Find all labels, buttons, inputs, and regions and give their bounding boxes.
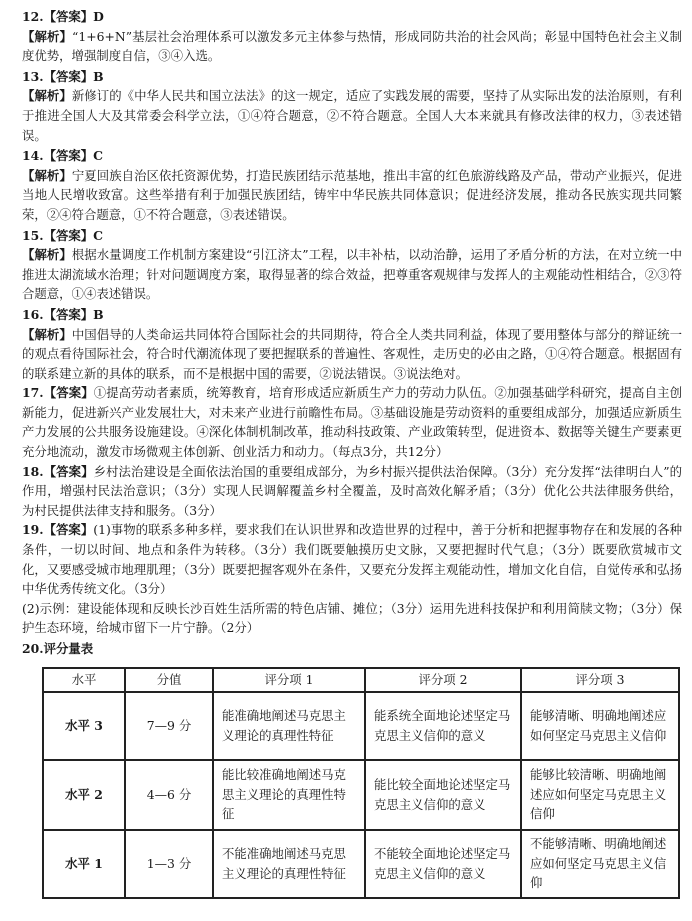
- scoring-rubric-table: [42, 667, 680, 899]
- table-cell-level: 水平 2: [43, 760, 125, 830]
- answer-value: C: [93, 148, 103, 164]
- question-number: 20.: [22, 641, 44, 656]
- analysis-tag: 【解析】: [22, 88, 72, 104]
- answer-text: 乡村法治建设是全面依法治国的重要组成部分，为乡村振兴提供法治保障。（3分）充分发挥“法律明白人”的作用，增强村民法治意识；（3分）实现人民调解覆盖乡村全覆盖，及时高效化解矛盾；（3分）优化公共法律服务供给，为村民提供法律支持和服务。（3分）: [22, 463, 683, 518]
- analysis-text: 中国倡导的人类命运共同体符合国际社会的共同期待，符合全人类共同利益，体现了要用整体与部分的辩证统一的观点看待国际社会，符合时代潮流体现了要把握联系的普遍性、客观性，走历史的必由之路，①④符合题意。根据固有的联系建立新的具体的联系，而不是根据中国的需要，②说法错误。③说法绝对。: [22, 326, 683, 381]
- question-number: 17.: [22, 385, 44, 401]
- question-16: [22, 305, 682, 383]
- analysis-text: 宁夏回族自治区依托资源优势，打造民族团结示范基地，推出丰富的红色旅游线路及产品，带动产业振兴，促进当地人民增收致富。这些举措有利于加强民族团结，铸牢中华民族共同体意识；促进经济发展，推动各民族实现共同繁荣，②④符合题意，①不符合题意，③表述错误。: [22, 167, 683, 222]
- question-15: [22, 226, 682, 304]
- table-cell: 能系统全面地论述坚定马克思主义信仰的意义: [365, 692, 521, 760]
- question-number: 14.: [22, 148, 44, 164]
- answer-tag: 【答案】: [43, 522, 94, 538]
- analysis-tag: 【解析】: [22, 247, 72, 263]
- analysis-tag: 【解析】: [22, 167, 72, 183]
- table-cell-score: 4—6 分: [125, 760, 213, 830]
- table-cell: 能准确地阐述马克思主义理论的真理性特征: [213, 692, 365, 760]
- answer-value: C: [93, 227, 103, 243]
- question-number: 13.: [22, 68, 44, 84]
- table-header-row: [43, 668, 679, 692]
- answer-text-part-1: (1)事物的联系多种多样，要求我们在认识世界和改造世界的过程中，善于分析和把握事物存在和发展的各种条件，一切以时间、地点和条件为转移。（3分）我们既要触摸历史文脉，又要把握时代气息；（3分）既要欣赏城市文化，又要感受城市地理肌理；（3分）既要把握客观外在条件，又要充分发挥主观能动性，增加文化自信，自觉传承和弘扬中华优秀传统文化。（3分）: [22, 522, 682, 597]
- column-header: 分值: [125, 668, 213, 692]
- answer-tag: 【答案】: [43, 9, 94, 24]
- answer-text: ①提高劳动者素质，统筹教育，培育形成适应新质生产力的劳动力队伍。②加强基础学科研究，提高自主创新能力，促进新兴产业发展壮大，对未来产业进行前瞻性布局。③基础设施是劳动资料的重要组成部分，加强适应新质生产力发展的公共服务设施建设。④深化体制机制改革，推动科技政策、产业政策转型，促进资本、数据等关键生产要素更充分地流动，激发市场微观主体创新、创业活力和动力。（每点3分，共12分）: [22, 385, 683, 460]
- column-header: 评分项 2: [365, 668, 521, 692]
- question-18: [22, 462, 682, 521]
- question-12: [22, 7, 682, 66]
- table-row: [43, 760, 679, 830]
- question-number: 16.: [22, 306, 44, 322]
- table-cell-score: 7—9 分: [125, 692, 213, 760]
- question-19: [22, 520, 682, 638]
- question-number: 15.: [22, 227, 44, 243]
- question-number: 19.: [22, 522, 44, 538]
- answer-tag: 【答案】: [43, 463, 94, 479]
- table-cell: 能够比较清晰、明确地阐述应如何坚定马克思主义信仰: [521, 760, 679, 830]
- answer-value: B: [93, 306, 104, 322]
- answer-value: D: [93, 9, 104, 24]
- question-number: 18.: [22, 463, 44, 479]
- question-17: [22, 383, 682, 461]
- table-row: [43, 830, 679, 898]
- answer-value: B: [93, 68, 104, 84]
- analysis-text: 新修订的《中华人民共和国立法法》的这一规定，适应了实践发展的需要，坚持了从实际出发的法治原则，有利于推进全国人大及其常委会科学立法，①④符合题意，②不符合题意。全国人大本来就具有修改法律的权力，③表述错误。: [22, 88, 683, 143]
- rubric-title: 评分量表: [43, 641, 94, 656]
- answer-text-part-2: (2)示例：建设能体现和反映长沙百姓生活所需的特色店铺、摊位；（3分）运用先进科技保护和利用简牍文物；（3分）保护生态环境，给城市留下一片宁静。（2分）: [22, 600, 682, 636]
- answer-tag: 【答案】: [43, 306, 94, 322]
- question-14: [22, 146, 682, 224]
- analysis-text: 根据水量调度工作机制方案建设“引江济太”工程，以丰补枯，以动治静，运用了矛盾分析的方法，在对立统一中推进太湖流域水治理；针对问题调度方案，取得显著的综合效益，把尊重客观规律与发挥人的主观能动性相结合，②③符合题意，①④表述错误。: [22, 247, 683, 302]
- table-cell: 不能够清晰、明确地阐述应如何坚定马克思主义信仰: [521, 830, 679, 898]
- analysis-tag: 【解析】: [22, 326, 72, 342]
- question-20: [22, 639, 682, 899]
- table-cell-score: 1—3 分: [125, 830, 213, 898]
- question-13: [22, 67, 682, 145]
- answer-tag: 【答案】: [43, 385, 94, 401]
- table-cell: 不能较全面地论述坚定马克思主义信仰的意义: [365, 830, 521, 898]
- analysis-text: “1+6+N”基层社会治理体系可以激发多元主体参与热情，形成同防共治的社会风尚；彰显中国特色社会主义制度优势，增强制度自信，③④入选。: [22, 28, 682, 64]
- table-cell: 能比较全面地论述坚定马克思主义信仰的意义: [365, 760, 521, 830]
- answer-tag: 【答案】: [43, 227, 94, 243]
- question-number: 12.: [22, 9, 44, 24]
- table-cell-level: 水平 1: [43, 830, 125, 898]
- table-cell: 不能准确地阐述马克思主义理论的真理性特征: [213, 830, 365, 898]
- analysis-tag: 【解析】: [22, 28, 72, 44]
- table-row: [43, 692, 679, 760]
- column-header: 评分项 3: [521, 668, 679, 692]
- table-cell: 能比较准确地阐述马克思主义理论的真理性特征: [213, 760, 365, 830]
- table-cell-level: 水平 3: [43, 692, 125, 760]
- column-header: 评分项 1: [213, 668, 365, 692]
- answer-tag: 【答案】: [43, 148, 94, 164]
- answer-tag: 【答案】: [43, 68, 94, 84]
- column-header: 水平: [43, 668, 125, 692]
- table-cell: 能够清晰、明确地阐述应如何坚定马克思主义信仰: [521, 692, 679, 760]
